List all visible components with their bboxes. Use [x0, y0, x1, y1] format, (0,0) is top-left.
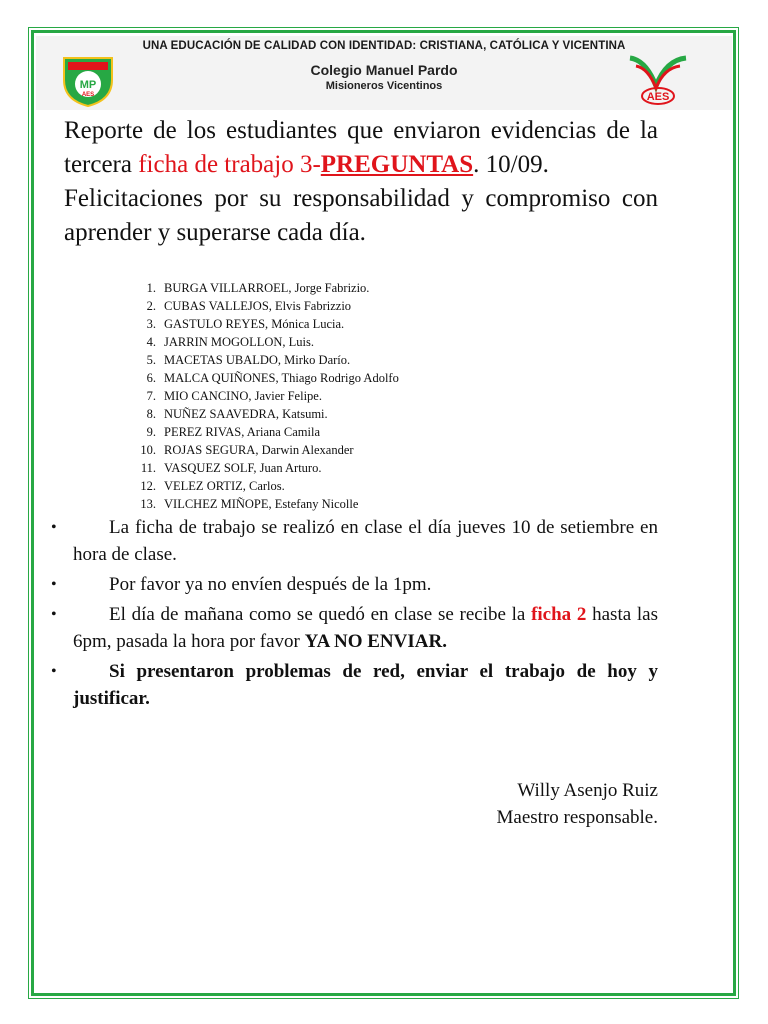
- signature-block: [497, 777, 658, 831]
- list-item: 1. BURGA VILLARROEL, Jorge Fabrizio.: [146, 281, 370, 295]
- list-item: 10. ROJAS SEGURA, Darwin Alexander: [140, 443, 354, 457]
- letterhead: [36, 36, 732, 110]
- list-item: 8. NUÑEZ SAAVEDRA, Katsumi.: [146, 407, 328, 421]
- list-item: 5. MACETAS UBALDO, Mirko Darío.: [146, 353, 351, 367]
- logo-left-text: MP: [79, 79, 97, 91]
- teacher-name: Willy Asenjo Ruiz: [517, 780, 658, 801]
- bullet-icon: •: [51, 606, 57, 623]
- list-item: 3. GASTULO REYES, Mónica Lucia.: [146, 317, 345, 331]
- intro-date: . 10/09.: [473, 151, 549, 178]
- note-ficha-2: • El día de mañana como se quedó en clase se recibe la ficha 2 hasta las 6pm, pasada la hora por favor YA NO ENVIAR.: [54, 601, 658, 655]
- note-class-date: • La ficha de trabajo se realizó en clase el día jueves 10 de setiembre en hora de clase.: [54, 514, 658, 568]
- list-item: 2. CUBAS VALLEJOS, Elvis Fabrizzio: [146, 299, 352, 313]
- report-intro: [64, 114, 658, 250]
- school-name: Colegio Manuel Pardo: [310, 62, 458, 78]
- bullet-icon: •: [51, 519, 57, 536]
- bullet-icon: •: [51, 576, 57, 593]
- bullet-icon: •: [51, 663, 57, 680]
- list-item: 7. MIO CANCINO, Javier Felipe.: [146, 389, 322, 403]
- note-deadline: • Por favor ya no envíen después de la 1pm.: [54, 571, 658, 598]
- school-subtitle: Misioneros Vicentinos: [325, 80, 443, 92]
- list-item: 4. JARRIN MOGOLLON, Luis.: [146, 335, 314, 349]
- list-item: 6. MALCA QUIÑONES, Thiago Rodrigo Adolfo: [146, 371, 399, 385]
- teacher-role: Maestro responsable.: [496, 807, 658, 828]
- ficha-label: ficha de trabajo 3-: [138, 151, 321, 178]
- logo-right-text: AES: [646, 91, 670, 103]
- list-item: 13. VILCHEZ MIÑOPE, Estefany Nicolle: [140, 497, 359, 511]
- list-item: 11. VASQUEZ SOLF, Juan Arturo.: [140, 461, 322, 475]
- notes-list: [51, 514, 658, 715]
- list-item: 12. VELEZ ORTIZ, Carlos.: [140, 479, 285, 493]
- congrats-text: Felicitaciones por su responsabilidad y compromiso con aprender y superarse cada día.: [64, 185, 658, 246]
- logo-left-subtext: AES: [81, 92, 95, 98]
- intro-text: Reporte de los estudiantes que enviaron evidencias de la tercera: [64, 117, 658, 178]
- aes-logo: [626, 54, 690, 113]
- student-list: [132, 279, 399, 513]
- motto: UNA EDUCACIÓN DE CALIDAD CON IDENTIDAD: CRISTIANA, CATÓLICA Y VICENTINA: [142, 40, 626, 52]
- preguntas-label: PREGUNTAS: [320, 151, 474, 178]
- list-item: 9. PEREZ RIVAS, Ariana Camila: [146, 425, 321, 439]
- note-network-problems: • Si presentaron problemas de red, enviar el trabajo de hoy y justificar.: [54, 658, 658, 712]
